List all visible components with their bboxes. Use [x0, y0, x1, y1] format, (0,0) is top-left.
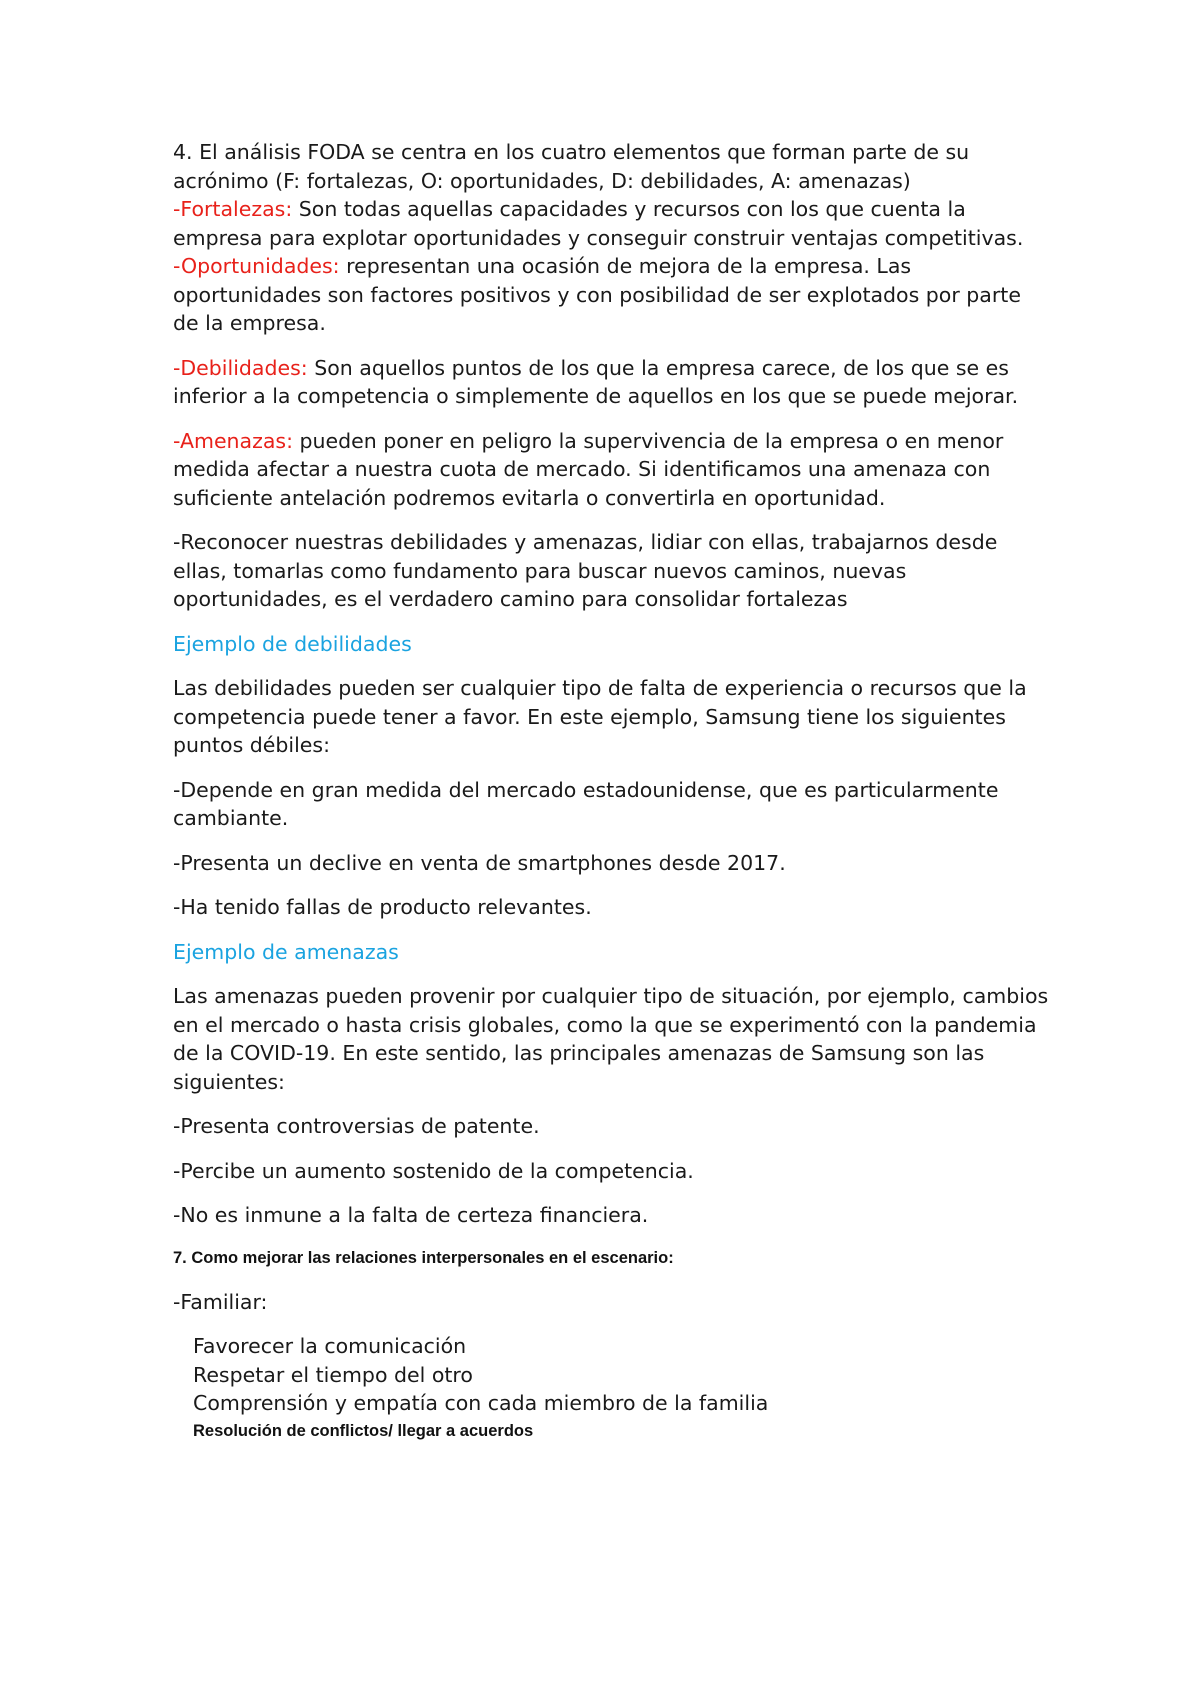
debilidades-heading: Ejemplo de debilidades — [173, 631, 412, 656]
reconocer-paragraph: -Reconocer nuestras debilidades y amenazas, lidiar con ellas, trabajarnos desde ellas, tomarlas como fundamento para buscar nuevos caminos, nuevas oportunidades, es el verdadero camino para consolidar fortalezas — [173, 530, 998, 611]
amenaza-item: -Percibe un aumento sostenido de la competencia. — [173, 1158, 694, 1183]
fortalezas-label: -Fortalezas: — [173, 197, 293, 221]
oportunidades-label: -Oportunidades: — [173, 254, 340, 278]
debilidad-item: -Depende en gran medida del mercado estadounidense, que es particularmente cambiante. — [173, 777, 999, 830]
intro-paragraph — [173, 138, 1053, 195]
debilidad-item: -Ha tenido fallas de producto relevantes. — [173, 895, 592, 919]
list-item: Resolución de conflictos/ llegar a acuerdos — [193, 1421, 534, 1440]
amenazas-heading: Ejemplo de amenazas — [173, 939, 399, 964]
oportunidades-text: representan una ocasión de mejora de la empresa. Las oportunidades son factores positivos y con posibilidad de ser explotados por parte de la empresa. — [173, 254, 1021, 335]
document-page — [173, 138, 1053, 1444]
amenaza-item: -No es inmune a la falta de certeza financiera. — [173, 1203, 649, 1227]
debilidades-paragraph — [173, 354, 1053, 411]
list-item: Respetar el tiempo del otro — [193, 1362, 473, 1387]
debilidades-intro: Las debilidades pueden ser cualquier tipo de falta de experiencia o recursos que la competencia puede tener a favor. En este ejemplo, Samsung tiene los siguientes puntos débiles: — [173, 676, 1027, 757]
debilidades-text: Son aquellos puntos de los que la empresa carece, de los que se es inferior a la competencia o simplemente de aquellos en los que se puede mejorar. — [173, 355, 1019, 408]
oportunidades-paragraph — [173, 252, 1053, 338]
amenazas-paragraph — [173, 427, 1053, 513]
relaciones-heading: 7. Como mejorar las relaciones interpersonales en el escenario: — [173, 1248, 674, 1267]
amenazas-text: pueden poner en peligro la supervivencia de la empresa o en menor medida afectar a nuestra cuota de mercado. Si identificamos una amenaza con suficiente antelación podremos evitarla o convertirla en oportunidad. — [173, 428, 1004, 510]
debilidades-label: -Debilidades: — [173, 355, 308, 380]
intro-text: 4. El análisis FODA se centra en los cuatro elementos que forman parte de su acrónimo (F: fortalezas, O: oportunidades, D: debilidades, A: amenazas) — [173, 140, 970, 193]
familiar-list — [173, 1332, 1053, 1444]
amenazas-label: -Amenazas: — [173, 428, 294, 453]
fortalezas-paragraph — [173, 195, 1053, 252]
fortalezas-text: Son todas aquellas capacidades y recursos con los que cuenta la empresa para explotar oportunidades y conseguir construir ventajas competitivas. — [173, 197, 1024, 250]
list-item: Favorecer la comunicación — [193, 1334, 467, 1358]
amenazas-intro: Las amenazas pueden provenir por cualquier tipo de situación, por ejemplo, cambios en el mercado o hasta crisis globales, como la que se experimentó con la pandemia de la COVID-19. En este sentido, las principales amenazas de Samsung son las siguientes: — [173, 984, 1049, 1094]
familiar-label: -Familiar: — [173, 1289, 268, 1314]
list-item: Comprensión y empatía con cada miembro de la familia — [193, 1391, 769, 1415]
amenaza-item: -Presenta controversias de patente. — [173, 1114, 540, 1138]
debilidad-item: -Presenta un declive en venta de smartphones desde 2017. — [173, 850, 786, 875]
